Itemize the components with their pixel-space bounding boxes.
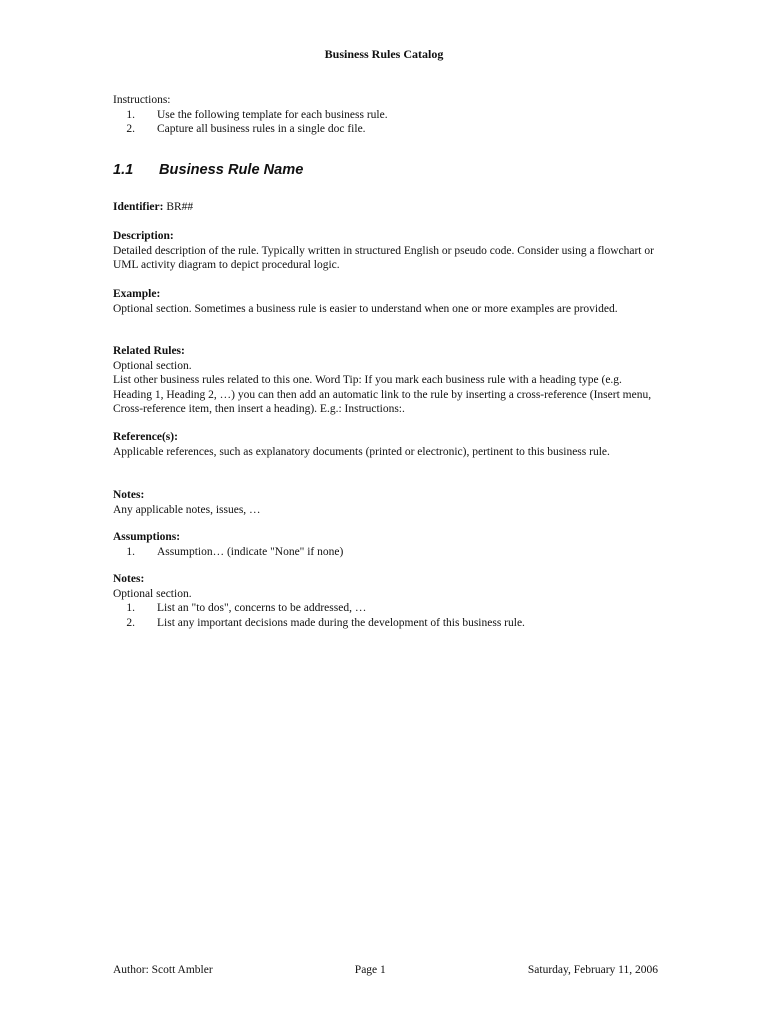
example-text: Optional section. Sometimes a business rule is easier to understand when one or more examples are provided. bbox=[113, 302, 618, 315]
assumptions-list bbox=[113, 545, 658, 560]
instructions-label: Instructions: bbox=[113, 94, 171, 106]
description-label: Description: bbox=[113, 230, 174, 242]
notes-label: Notes: bbox=[113, 489, 145, 501]
list-text: List any important decisions made during the development of this business rule. bbox=[157, 616, 525, 629]
list-item bbox=[113, 545, 658, 560]
related-rules-line1: Optional section. bbox=[113, 359, 192, 372]
example-label: Example: bbox=[113, 288, 161, 300]
example-section bbox=[113, 287, 658, 316]
list-number: 1. bbox=[126, 602, 135, 615]
references-section bbox=[113, 430, 658, 459]
identifier-label: Identifier: bbox=[113, 201, 164, 213]
notes-label-2: Notes: bbox=[113, 573, 145, 585]
identifier-field bbox=[113, 200, 658, 215]
notes-list bbox=[113, 601, 658, 630]
notes-section bbox=[113, 488, 658, 517]
page-title: Business Rules Catalog bbox=[324, 47, 444, 61]
footer-page-number: Page 1 bbox=[354, 964, 386, 976]
list-number: 1. bbox=[126, 545, 135, 558]
list-item bbox=[113, 616, 658, 631]
list-text: Capture all business rules in a single doc file. bbox=[157, 123, 366, 136]
list-item bbox=[113, 108, 658, 123]
footer-author: Author: Scott Ambler bbox=[113, 964, 213, 976]
list-text: Use the following template for each business rule. bbox=[157, 108, 388, 121]
description-section bbox=[113, 229, 658, 273]
section-heading bbox=[113, 163, 303, 178]
list-item bbox=[113, 122, 658, 137]
notes-section-2 bbox=[113, 572, 658, 630]
heading-title: Business Rule Name bbox=[159, 162, 304, 178]
assumptions-label: Assumptions: bbox=[113, 531, 181, 543]
assumptions-section bbox=[113, 530, 658, 559]
list-number: 1. bbox=[126, 108, 135, 121]
references-label: Reference(s): bbox=[113, 431, 178, 443]
notes-text: Any applicable notes, issues, … bbox=[113, 503, 261, 516]
notes-line1: Optional section. bbox=[113, 587, 192, 600]
list-text: Assumption… (indicate "None" if none) bbox=[157, 545, 344, 558]
heading-number: 1.1 bbox=[113, 162, 134, 178]
footer-date: Saturday, February 11, 2006 bbox=[527, 964, 658, 976]
list-text: List an "to dos", concerns to be addressed, … bbox=[157, 602, 367, 615]
description-text: Detailed description of the rule. Typically written in structured English or pseudo code. Consider using a flowchart or UML activity diagram to depict procedural logic. bbox=[113, 244, 654, 272]
references-text: Applicable references, such as explanatory documents (printed or electronic), pertinent to this business rule. bbox=[113, 445, 610, 458]
related-rules-section bbox=[113, 344, 658, 417]
list-number: 2. bbox=[126, 123, 135, 136]
related-rules-label: Related Rules: bbox=[113, 345, 185, 357]
page-footer bbox=[113, 963, 658, 978]
identifier-value: BR## bbox=[166, 201, 194, 213]
instructions-section bbox=[113, 93, 658, 137]
related-rules-line2: List other business rules related to this one. Word Tip: If you mark each business rule with a heading type (e.g. Heading 1, Heading 2, …) you can then add an automatic link to the rule by inserting a cross-reference (Insert menu, Cross-reference item, then insert a heading). E.g.: Instructions:. bbox=[113, 374, 652, 416]
list-item bbox=[113, 601, 658, 616]
instructions-list bbox=[113, 108, 658, 137]
list-number: 2. bbox=[126, 616, 135, 629]
